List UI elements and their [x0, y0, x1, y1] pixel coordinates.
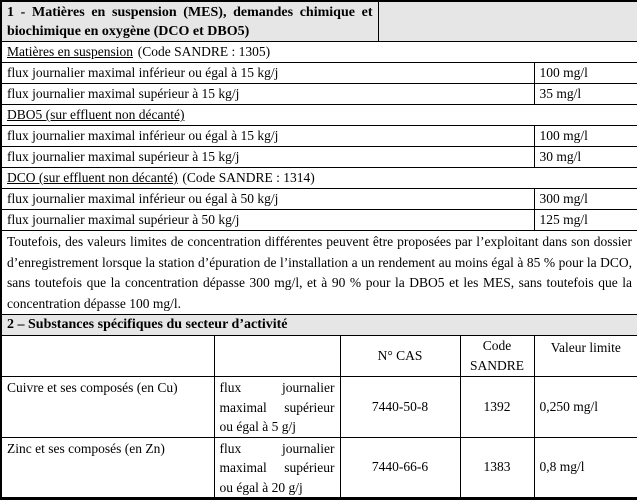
mes-flux-row-1 — [1, 63, 637, 84]
flux-label: flux journalier maximal supérieur à 15 kg/j — [1, 84, 534, 105]
dco-group-title-underlined: DCO (sur effluent non décanté) — [7, 170, 178, 185]
substance-name: Cuivre et ses composés (en Cu) — [1, 377, 214, 438]
substance-cas-number: 7440-50-8 — [340, 377, 460, 438]
dco-flux-row-2 — [1, 210, 637, 231]
dbo5-group-title-underlined: DBO5 (sur effluent non décanté) — [7, 107, 185, 122]
limit-value: 100 mg/l — [534, 126, 637, 147]
exception-note: Toutefois, des valeurs limites de concentration différentes peuvent être proposées par l’exploitant dans son dossier d’enregistrement lorsque la station d’épuration de l’installation a un rendement au moins égal à 85 % pour la DCO, sans toutefois que la concentration dépasse 300 mg/l, et à 90 % pour la DBO5 et les MES, sans toutefois que la concentration dépasse 100 mg/l. — [1, 231, 637, 315]
mes-flux-row-2 — [1, 84, 637, 105]
column-header-sandre: Code SANDRE — [460, 336, 534, 377]
dbo5-group-title — [1, 105, 637, 126]
column-header-condition-empty — [214, 336, 340, 377]
flux-label: flux journalier maximal inférieur ou égal à 50 kg/j — [1, 189, 534, 210]
column-header-cas: N° CAS — [340, 336, 460, 377]
dco-group-title-row — [1, 168, 637, 189]
substance-limit-value: 0,250 mg/l — [534, 377, 637, 438]
dco-group-title — [1, 168, 637, 189]
limit-value: 125 mg/l — [534, 210, 637, 231]
substance-row-zinc — [1, 437, 637, 499]
section1-header-row — [1, 1, 637, 42]
substance-sandre-code: 1383 — [460, 437, 534, 499]
limit-value: 35 mg/l — [534, 84, 637, 105]
mes-group-title-row — [1, 42, 637, 63]
limit-value: 30 mg/l — [534, 147, 637, 168]
section2-column-headers-row — [1, 336, 637, 377]
mes-group-title-underlined: Matières en suspension — [7, 44, 133, 59]
dbo5-flux-row-1 — [1, 126, 637, 147]
mes-group-title — [1, 42, 637, 63]
substance-limit-value: 0,8 mg/l — [534, 437, 637, 499]
section1-title: 1 - Matières en suspension (MES), demandes chimique et biochimique en oxygène (DCO et DBO5) — [1, 1, 378, 42]
dco-group-title-code: (Code SANDRE : 1314) — [182, 170, 315, 185]
limit-value: 300 mg/l — [534, 189, 637, 210]
dbo5-flux-row-2 — [1, 147, 637, 168]
flux-label: flux journalier maximal supérieur à 50 kg/j — [1, 210, 534, 231]
dco-flux-row-1 — [1, 189, 637, 210]
flux-label: flux journalier maximal inférieur ou égal à 15 kg/j — [1, 126, 534, 147]
column-header-limit: Valeur limite — [534, 336, 637, 377]
substance-cas-number: 7440-66-6 — [340, 437, 460, 499]
flux-label: flux journalier maximal inférieur ou égal à 15 kg/j — [1, 63, 534, 84]
flux-label: flux journalier maximal supérieur à 15 kg/j — [1, 147, 534, 168]
dbo5-group-title-row — [1, 105, 637, 126]
section1-header-empty-cell — [378, 1, 637, 42]
substance-condition: flux journalier maximal supérieur ou égal à 5 g/j — [214, 377, 340, 438]
substance-row-cuivre — [1, 377, 637, 438]
section2-header-row — [1, 315, 637, 336]
exception-note-row — [1, 231, 637, 315]
mes-group-title-code: (Code SANDRE : 1305) — [137, 44, 271, 59]
column-header-substance-empty — [1, 336, 214, 377]
substance-sandre-code: 1392 — [460, 377, 534, 438]
limit-value: 100 mg/l — [534, 63, 637, 84]
substance-name: Zinc et ses composés (en Zn) — [1, 437, 214, 499]
substance-condition: flux journalier maximal supérieur ou égal à 20 g/j — [214, 437, 340, 499]
section2-title: 2 – Substances spécifiques du secteur d’activité — [1, 315, 637, 336]
